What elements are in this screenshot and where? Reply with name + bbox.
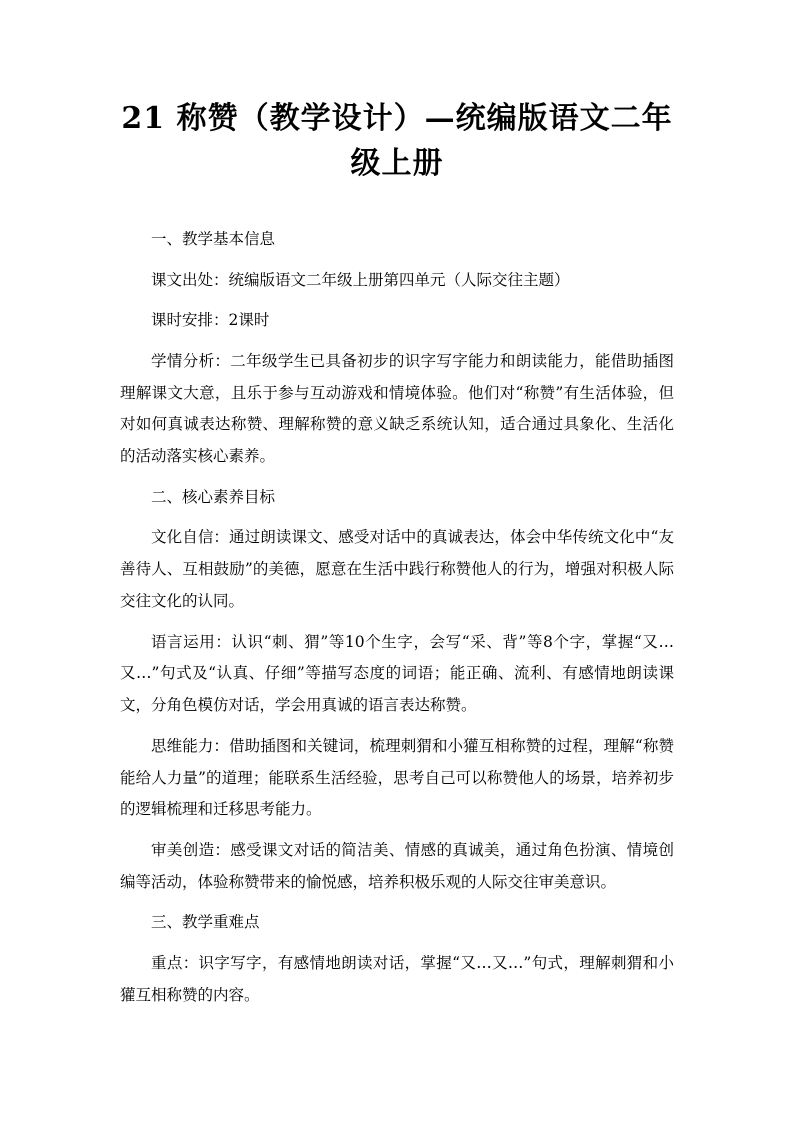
paragraph-learner-analysis: 学情分析：二年级学生已具备初步的识字写字能力和朗读能力，能借助插图理解课文大意，且乐于参与互动游戏和情境体验。他们对“称赞”有生活体验，但对如何真诚表达称赞、理解称赞的意义缺乏系统认知，适合通过具象化、生活化的活动落实核心素养。 <box>120 351 674 466</box>
section-heading-key-difficulties: 三、教学重难点 <box>151 913 260 932</box>
paragraph-class-hours: 课时安排：2课时 <box>151 311 270 330</box>
paragraph-aesthetic-creation: 审美创造：感受课文对话的简洁美、情感的真诚美，通过角色扮演、情境创编等活动，体验称赞带来的愉悦感，培养积极乐观的人际交往审美意识。 <box>120 840 674 891</box>
document-title: 21 称赞（教学设计）—统编版语文二年级上册 <box>121 101 673 181</box>
paragraph-thinking-ability: 思维能力：借助插图和关键词，梳理刺猬和小獾互相称赞的过程，理解“称赞能给人力量”的道理；能联系生活经验，思考自己可以称赞他人的场景，培养初步的逻辑梳理和迁移思考能力。 <box>120 736 674 819</box>
paragraph-key-points: 重点：识字写字，有感情地朗读对话，掌握“又…又…”句式，理解刺猬和小獾互相称赞的内容。 <box>120 953 674 1004</box>
paragraph-cultural-confidence: 文化自信：通过朗读课文、感受对话中的真诚表达，体会中华传统文化中“友善待人、互相鼓励”的美德，愿意在生活中践行称赞他人的行为，增强对积极人际交往文化的认同。 <box>120 528 674 610</box>
section-heading-basic-info: 一、教学基本信息 <box>151 230 276 248</box>
document-body <box>120 224 674 1012</box>
paragraph-text-source: 课文出处：统编版语文二年级上册第四单元（人际交往主题） <box>151 270 570 289</box>
section-heading-core-goals: 二、核心素养目标 <box>151 487 276 506</box>
paragraph-language-use: 语言运用：认识“刺、猬”等10个生字，会写“采、背”等8个字，掌握“又…又…”句式及“认真、仔细”等描写态度的词语；能正确、流利、有感情地朗读课文，分角色模仿对话，学会用真诚的语言表达称赞。 <box>120 632 674 715</box>
